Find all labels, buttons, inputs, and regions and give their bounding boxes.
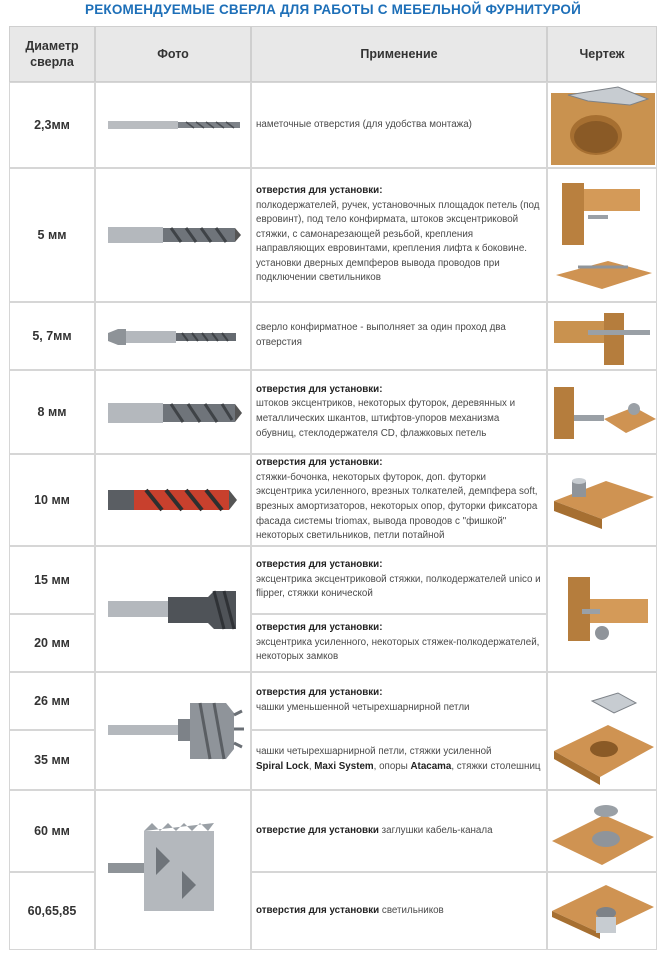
page-title: РЕКОМЕНДУЕМЫЕ СВЕРЛА ДЛЯ РАБОТЫ С МЕБЕЛЬНОЙ ФУРНИТУРОЙ — [85, 2, 581, 17]
diameter-cell: 26 мм — [9, 672, 95, 730]
diameter-cell: 2,3мм — [9, 82, 95, 168]
application-cell: отверстия для установки: эксцентрика эксцентриковой стяжки, полкодержателей unico и flipper, стяжки конической — [251, 546, 547, 614]
drill-10mm-image — [96, 455, 252, 547]
drawing-cell — [547, 672, 657, 790]
drawing-cell — [547, 546, 657, 672]
drill-5mm-image — [96, 169, 252, 303]
shelf-bracket-drawing — [548, 169, 658, 303]
diameter-cell: 15 мм — [9, 546, 95, 614]
application-cell: сверло конфирматное - выполняет за один проход два отверстия — [251, 302, 547, 370]
photo-cell — [95, 82, 251, 168]
drawing-cell — [547, 168, 657, 302]
header-photo: Фото — [95, 26, 251, 82]
diameter-cell: 35 мм — [9, 730, 95, 790]
light-fixture-drawing — [548, 873, 658, 951]
application-cell: отверстия для установки: эксцентрика усиленного, некоторых стяжек-полкодержателей, некоторых замков — [251, 614, 547, 672]
hinge-cup-drawing — [548, 673, 658, 791]
eccentric-joint-drawing — [548, 547, 658, 673]
photo-cell — [95, 454, 251, 546]
application-cell: отверстия для установки: полкодержателей, ручек, установочных площадок петель (под евровинт), под тело конфирмата, штоков эксцентриковой стяжки, с самонарезающей резьбой, крепления направляющих евровинтами, крепления лифта к боковине. установки дверных демпферов вывода проводов при подключении светильников — [251, 168, 547, 302]
drill-8mm-image — [96, 371, 252, 455]
application-cell: наметочные отверстия (для удобства монтажа) — [251, 82, 547, 168]
header-drawing: Чертеж — [547, 26, 657, 82]
application-cell: отверстия для установки: чашки уменьшенной четырехшарнирной петли — [251, 672, 547, 730]
application-cell: отверстия для установки: стяжки-бочонка, некоторых футорок, доп. футорки эксцентрика усиленного, врезных толкателей, демпфера soft, врезных амортизаторов, некоторых опор, футорки фиксатора фасада системы triomax, вывода проводов с "фишкой" некоторых светильников, петли потайной — [251, 454, 547, 546]
drill-hinge-cup-image — [96, 673, 252, 791]
confirmat-joint-drawing — [548, 303, 658, 371]
drill-2-3-image — [96, 83, 252, 169]
diameter-cell: 20 мм — [9, 614, 95, 672]
photo-cell — [95, 672, 251, 790]
photo-cell — [95, 168, 251, 302]
diameter-cell: 5 мм — [9, 168, 95, 302]
drill-forstner-15-20-image — [96, 547, 252, 673]
drawing-cell — [547, 302, 657, 370]
application-cell: чашки четырехшарнирной петли, стяжки усиленной Spiral Lock, Maxi System, опоры Atacama, стяжки столешниц — [251, 730, 547, 790]
drawing-cell — [547, 790, 657, 872]
cable-grommet-drawing — [548, 791, 658, 873]
photo-cell — [95, 370, 251, 454]
photo-cell — [95, 790, 251, 950]
dowel-joint-drawing — [548, 371, 658, 455]
diameter-cell: 5, 7мм — [9, 302, 95, 370]
application-cell: отверстия для установки: штоков эксцентриков, некоторых футорок, деревянных и металлических шкантов, штифтов-упоров механизма обувниц, стеклодержателя CD, флажковых петель — [251, 370, 547, 454]
drawing-cell — [547, 872, 657, 950]
photo-cell — [95, 546, 251, 672]
application-cell: отверстия для установки светильников — [251, 872, 547, 950]
drawing-cell — [547, 454, 657, 546]
diameter-cell: 60 мм — [9, 790, 95, 872]
header-application: Применение — [251, 26, 547, 82]
header-diameter: Диаметр сверла — [9, 26, 95, 82]
application-cell: отверстие для установки заглушки кабель-канала — [251, 790, 547, 872]
barrel-nut-drawing — [548, 455, 658, 547]
diameter-cell: 60,65,85 — [9, 872, 95, 950]
drill-crown-image — [96, 791, 252, 951]
diameter-cell: 10 мм — [9, 454, 95, 546]
photo-cell — [95, 302, 251, 370]
hinge-mount-drawing — [548, 83, 658, 169]
drill-confirmat-image — [96, 303, 252, 371]
drawing-cell — [547, 370, 657, 454]
diameter-cell: 8 мм — [9, 370, 95, 454]
drawing-cell — [547, 82, 657, 168]
